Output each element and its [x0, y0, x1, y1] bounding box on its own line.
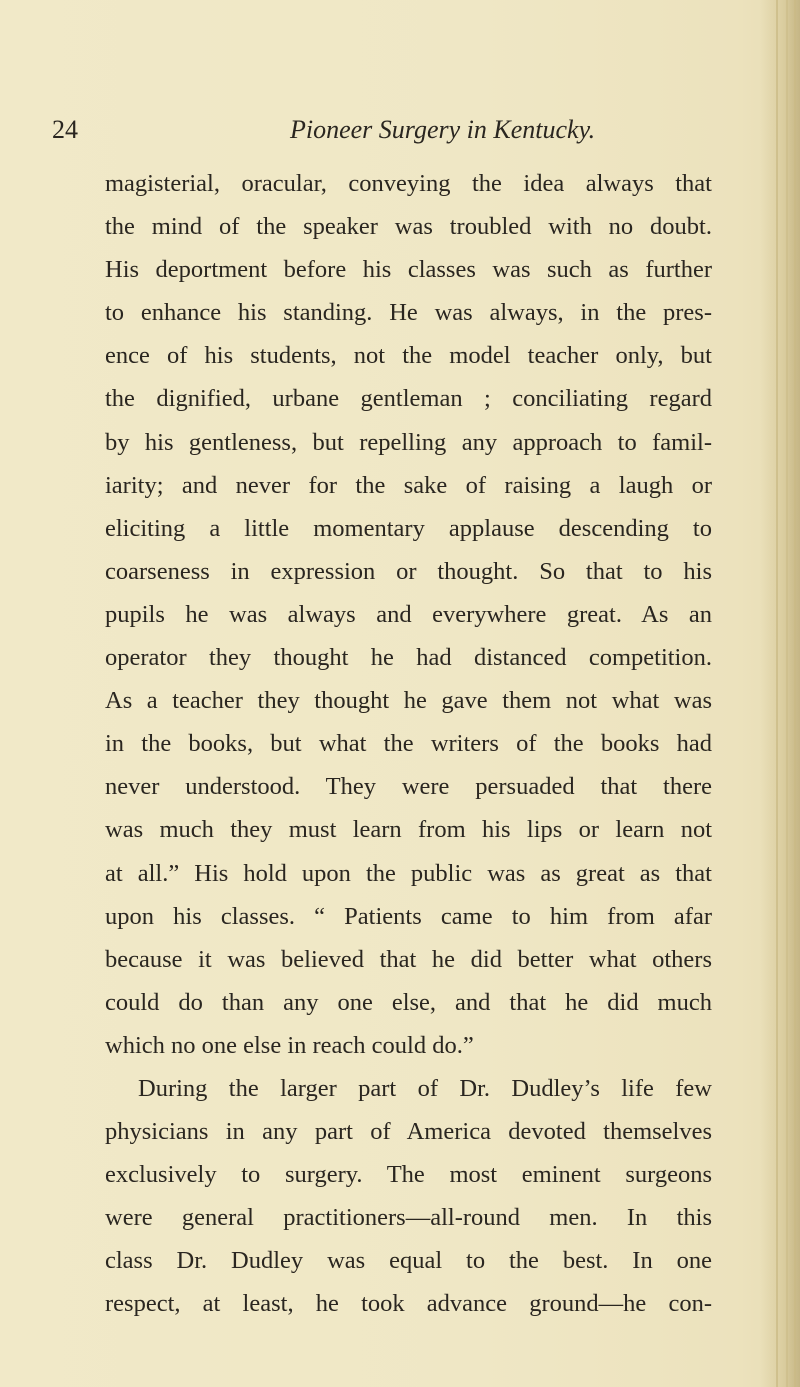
text-line: ence of his students, not the model teacher only, but — [105, 342, 712, 370]
text-line: His deportment before his classes was such as further — [105, 256, 712, 284]
running-title: Pioneer Surgery in Kentucky. — [290, 115, 596, 144]
text-line: eliciting a little momentary applause descending to — [105, 514, 712, 542]
text-line-paragraph-end: which no one else in reach could do.” — [105, 1031, 474, 1059]
text-line-paragraph-start: During the larger part of Dr. Dudley’s life few — [138, 1074, 712, 1102]
page-edge-line — [776, 0, 778, 1387]
text-line: by his gentleness, but repelling any approach to famil- — [105, 428, 712, 456]
text-line: iarity; and never for the sake of raising a laugh or — [105, 471, 712, 499]
text-line: in the books, but what the writers of the books had — [105, 730, 712, 758]
text-line: respect, at least, he took advance ground—he con- — [105, 1290, 712, 1318]
text-line: never understood. They were persuaded that there — [105, 773, 712, 801]
text-line: coarseness in expression or thought. So that to his — [105, 557, 712, 585]
text-line: magisterial, oracular, conveying the idea always that — [105, 170, 712, 197]
text-line: exclusively to surgery. The most eminent surgeons — [105, 1161, 712, 1189]
text-line: upon his classes. “ Patients came to him from afar — [105, 902, 712, 930]
text-line: was much they must learn from his lips or learn not — [105, 816, 712, 844]
running-head — [52, 112, 762, 148]
page-edge-line — [786, 0, 788, 1387]
text-line: were general practitioners—all-round men. In this — [105, 1204, 712, 1232]
text-line: pupils he was always and everywhere great. As an — [105, 600, 712, 628]
text-line: operator they thought he had distanced competition. — [105, 644, 712, 672]
text-line: because it was believed that he did better what others — [105, 945, 712, 973]
text-line: class Dr. Dudley was equal to the best. In one — [105, 1247, 712, 1275]
text-line: As a teacher they thought he gave them not what was — [105, 687, 712, 715]
text-line: could do than any one else, and that he did much — [105, 988, 712, 1016]
page-edge-line — [794, 0, 796, 1387]
text-line: physicians in any part of America devoted themselves — [105, 1118, 712, 1146]
text-line: the dignified, urbane gentleman ; conciliating regard — [105, 385, 712, 413]
text-line: the mind of the speaker was troubled with no doubt. — [105, 213, 712, 241]
text-line: at all.” His hold upon the public was as great as that — [105, 859, 712, 887]
text-line: to enhance his standing. He was always, in the pres- — [105, 299, 712, 327]
page-number: 24 — [52, 115, 78, 144]
body-text — [105, 162, 712, 1326]
